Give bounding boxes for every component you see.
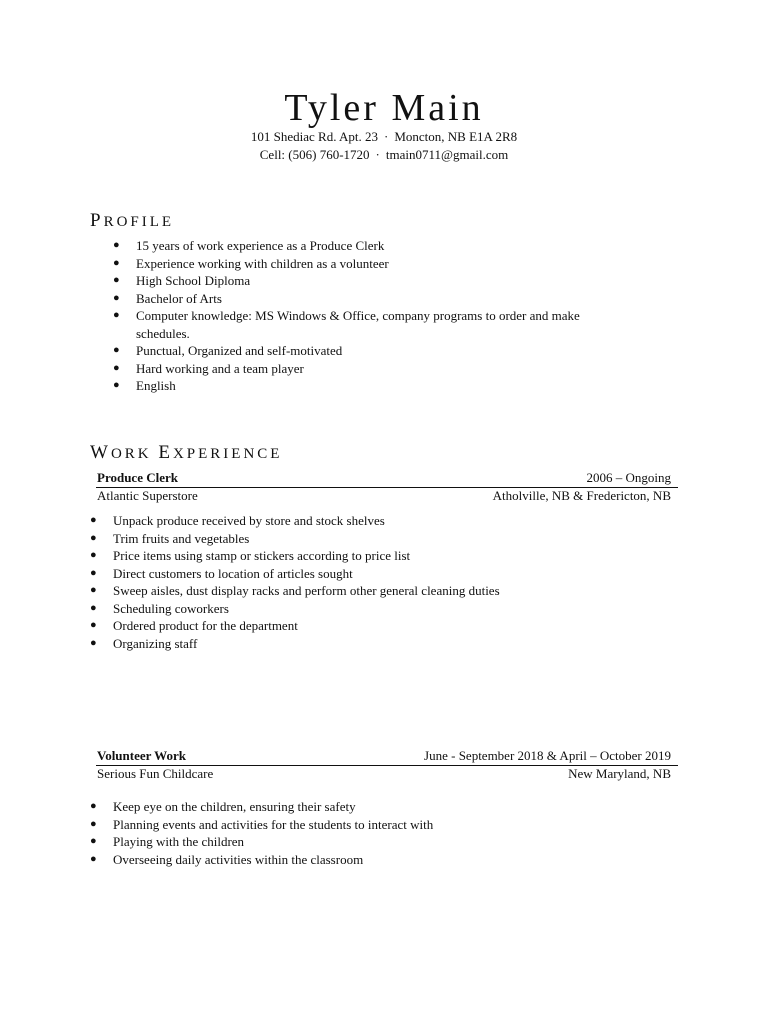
bullet-icon: ●	[90, 549, 97, 561]
job-title: Produce Clerk	[97, 470, 178, 485]
bullet-icon: ●	[90, 566, 97, 579]
job-header	[96, 747, 678, 766]
list-item: ● Price items using stamp or stickers according to price list	[90, 548, 411, 563]
work-experience-heading	[90, 443, 282, 464]
list-item: ● English	[113, 378, 176, 393]
list-item: ● High School Diploma	[113, 273, 251, 288]
job-location: Atholville, NB & Fredericton, NB	[492, 488, 671, 503]
bullet-icon: ●	[113, 256, 120, 269]
list-item: ● Ordered product for the department	[90, 618, 298, 633]
bullet-icon: ●	[90, 601, 97, 614]
list-item: ● Trim fruits and vegetables	[90, 530, 250, 546]
bullet-icon: ●	[90, 584, 97, 596]
job-dates: 2006 – Ongoing	[586, 470, 671, 485]
list-item: ● Hard working and a team player	[113, 360, 304, 376]
list-item: ● 15 years of work experience as a Produce Clerk	[113, 238, 385, 253]
profile-list	[113, 237, 636, 395]
bullet-icon: ●	[90, 817, 97, 830]
bullet-icon: ●	[90, 835, 97, 847]
job-organization: Serious Fun Childcare	[97, 766, 214, 781]
bullet-icon: ●	[113, 344, 120, 356]
bullet-icon: ●	[90, 619, 97, 631]
contact-line	[0, 146, 768, 163]
bullet-icon: ●	[90, 514, 97, 526]
bullet-icon: ●	[113, 239, 120, 251]
separator-dot: ·	[383, 129, 389, 144]
bullet-icon: ●	[90, 852, 97, 865]
job-location: New Maryland, NB	[568, 766, 671, 781]
email-address: tmain0711@gmail.com	[385, 147, 509, 162]
job-dates: June - September 2018 & April – October 2019	[424, 748, 671, 763]
list-item: ● Scheduling coworkers	[90, 600, 229, 616]
list-item: ● Bachelor of Arts	[113, 290, 222, 306]
bullet-icon: ●	[90, 636, 97, 649]
candidate-name: Tyler Main	[284, 87, 484, 129]
bullet-icon: ●	[90, 800, 97, 812]
street-address: 101 Shediac Rd. Apt. 23	[250, 129, 378, 144]
city-postal: Moncton, NB E1A 2R8	[394, 129, 518, 144]
list-item: ● Punctual, Organized and self-motivated	[113, 343, 343, 358]
list-item: ● Computer knowledge: MS Windows & Office, company programs to order and make schedules.	[113, 308, 580, 341]
heading-initial: E	[158, 442, 173, 463]
list-item: ● Keep eye on the children, ensuring their safety	[90, 799, 356, 814]
separator-dot: ·	[375, 147, 380, 162]
list-item: ● Sweep aisles, dust display racks and perform other general cleaning duties	[90, 583, 500, 598]
list-item: ● Organizing staff	[90, 635, 198, 651]
cell-phone: Cell: (506) 760-1720	[259, 147, 370, 162]
bullet-icon: ●	[113, 309, 120, 321]
heading-rest: ORK	[110, 446, 152, 462]
job-title: Volunteer Work	[97, 748, 186, 763]
duties-list	[90, 512, 673, 652]
bullet-icon: ●	[113, 361, 120, 374]
heading-rest: XPERIENCE	[172, 446, 283, 462]
duties-list	[90, 798, 673, 868]
bullet-icon: ●	[113, 274, 120, 286]
bullet-icon: ●	[113, 291, 120, 304]
list-item: ● Playing with the children	[90, 834, 245, 849]
profile-heading	[90, 211, 174, 232]
job-organization: Atlantic Superstore	[97, 488, 198, 503]
job-header	[96, 469, 678, 488]
heading-rest: ROFILE	[103, 214, 175, 230]
bullet-icon: ●	[90, 531, 97, 544]
heading-initial: P	[90, 210, 104, 231]
list-item: ● Overseeing daily activities within the classroom	[90, 851, 364, 867]
list-item: ● Direct customers to location of articles sought	[90, 565, 353, 581]
bullet-icon: ●	[113, 379, 120, 391]
list-item: ● Experience working with children as a volunteer	[113, 255, 389, 271]
list-item: ● Unpack produce received by store and stock shelves	[90, 513, 385, 528]
address-line	[0, 128, 768, 145]
heading-initial: W	[90, 442, 111, 463]
list-item: ● Planning events and activities for the students to interact with	[90, 816, 434, 832]
